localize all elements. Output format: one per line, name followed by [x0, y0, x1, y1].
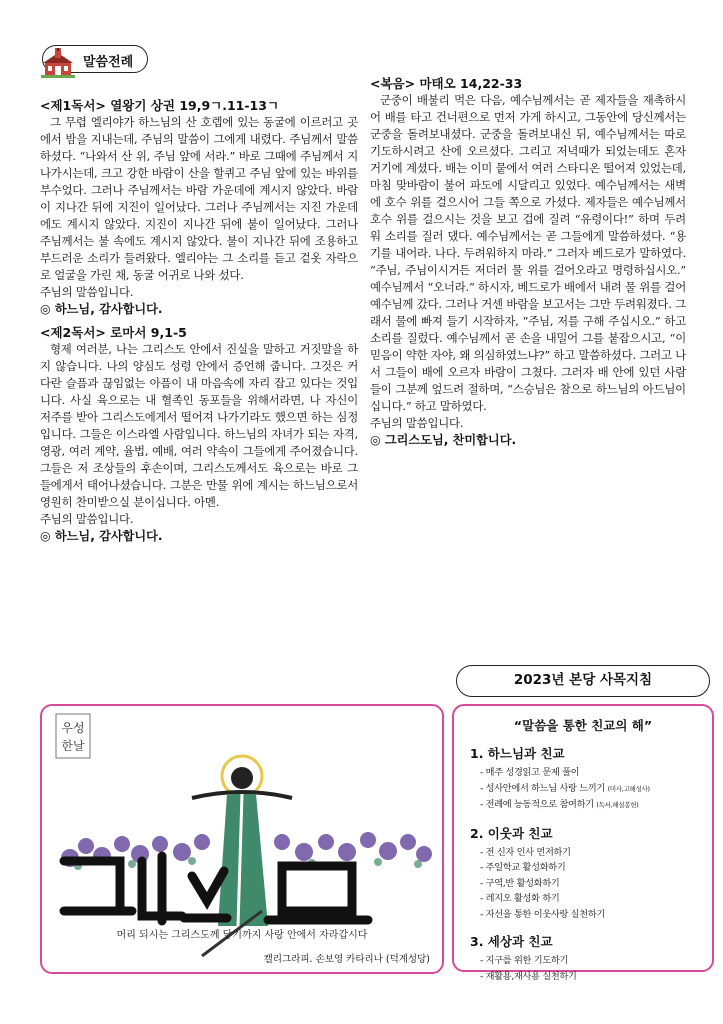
reading1-response: ◎ 하느님, 감사합니다.: [40, 302, 163, 316]
reading1-text: 그 무렵 엘리야가 하느님의 산 호렙에 있는 동굴에 이르러고 곳에서 밤을 지내는데, 주님의 말씀이 그에게 내렸다. 주님께서 말씀하셨다. “나와서 산 위, 주님 앞에 서라.” 바로 그때에 주님께서 지나가시는데, 크고 강한 바람이 산을 할퀴고 주님 앞에 있는 바위를 부수었다. 그러나 주님께서는 바람 가운데에 계시지 않았다. 바람이 지나간 뒤에 지진이 일어났다. 그러나 주님께서는 지진 가운데에도 계시지 않았다. 지진이 지나간 뒤에 불이 일어났다. 그러나 주님께서는 불 속에도 계시지 않았다. 불이 지나간 뒤에 조용하고 부드러운 소리가 들려왔다. 엘리야는 그 소리를 듣고 겉옷 자락으로 얼굴을 가린 채, 동굴 어귀로 나와 섰다.: [40, 115, 358, 282]
reading1-closing: 주님의 말씀입니다.: [40, 285, 134, 299]
guideline-item: - 구역,반 활성화하기: [480, 876, 712, 892]
guidelines-title: 2023년 본당 사목지침: [456, 665, 710, 697]
gospel-closing: 주님의 말씀입니다.: [370, 416, 464, 430]
calligraphy-main-text: 그리스도: [240, 898, 244, 899]
reading2-response: ◎ 하느님, 감사합니다.: [40, 529, 163, 543]
reading2-closing: 주님의 말씀입니다.: [40, 512, 134, 526]
guideline-item: - 레지오 활성화 하기: [480, 891, 712, 907]
guideline-item: - 자선을 통한 이웃사랑 실천하기: [480, 907, 712, 923]
guideline-section: [470, 932, 712, 984]
guideline-item: - 전례에 능동적으로 참여하기 (독서,해설봉헌): [480, 797, 712, 814]
right-column: [370, 71, 686, 455]
guideline-item: - 매주 성경읽고 문제 풀이: [480, 765, 712, 781]
calligraphy-illustration: [42, 706, 442, 972]
gospel-label: <복음>: [370, 76, 416, 91]
calligraphy-artwork: [40, 704, 444, 974]
page-title: 말씀전례: [83, 55, 134, 70]
reading2-heading: [40, 324, 358, 341]
artwork-caption: 캘리그라피. 손보영 카타리나 (덕계성당): [263, 954, 430, 965]
guidelines-box: [452, 704, 714, 982]
seal-text-top: 우성: [61, 721, 85, 735]
guideline-section: [470, 744, 712, 814]
reading1-label: <제1독서>: [40, 98, 106, 113]
guideline-item: - 전 신자 인사 먼저하기: [480, 845, 712, 861]
guideline-item: - 성사안에서 하느님 사랑 느끼기 (미사,고해성사): [480, 781, 712, 798]
calligraphy-sub-text: 머리 되시는 그리스도께 닿기까지 사랑 안에서 자라갑시다: [116, 930, 368, 941]
guideline-section-heading: 1. 하느님과 친교: [470, 746, 565, 761]
gospel-ref: 마태오 14,22-33: [419, 76, 523, 91]
reading2-label: <제2독서>: [40, 325, 106, 340]
guideline-section-heading: 2. 이웃과 친교: [470, 825, 553, 841]
gospel-response: ◎ 그리스도님, 찬미합니다.: [370, 433, 517, 447]
gospel-heading: [370, 75, 686, 92]
guidelines-motto: “말씀을 통한 친교의 해”: [513, 718, 653, 733]
church-icon: [41, 48, 75, 78]
guideline-item: - 지구를 위한 기도하기: [480, 953, 712, 969]
reading1-ref: 열왕기 상권 19,9ㄱ.11-13ㄱ: [110, 98, 280, 113]
left-column: [40, 93, 358, 551]
gospel-text: 군중이 배불리 먹은 다음, 예수님께서는 곧 제자들을 재촉하시어 배를 타고 건너편으로 먼저 가게 하시고, 그동안에 당신께서는 군중을 돌려보내셨다. 군중을 돌려보내신 뒤, 예수님께서는 따로 기도하시려고 산에 오르셨다. 그리고 저녁때가 되었는데도 혼자 거기에 계셨다. 배는 이미 뭍에서 여러 스타디온 떨어져 있었는데, 마침 맞바람이 불어 파도에 시달리고 있었다. 예수님께서는 새벽에 호수 위를 걸으시어 그들 쪽으로 가셨다. 제자들은 예수님께서 호수 위를 걸으시는 것을 보고 겁에 질려 “유령이다!” 하며 두려워 소리를 질러 댔다. 예수님께서는 곧 그들에게 말씀하셨다. “용기를 내어라. 나다. 두려워하지 마라.” 그러자 베드로가 말하였다. “주님, 주님이시거든 저더러 물 위를 걸어오라고 명령하십시오.” 예수님께서 “오너라.” 하시자, 베드로가 배에서 내려 물 위를 걸어 예수님께 갔다. 그러나 거센 바람을 보고서는 그만 두려워졌다. 그래서 물에 빠져 들기 시작하자, “주님, 저를 구해 주십시오.” 하고 소리를 질렀다. 예수님께서 곧 손을 내밀어 그를 붙잡으시고, “이 믿음이 약한 자야, 왜 의심하였느냐?” 하고 말씀하셨다. 그러고 나서 그들이 배에 오르자 바람이 그쳤다. 그러자 배 안에 있던 사람들이 그분께 엎드려 절하며, “스승님은 참으로 하느님의 아드님이십니다.” 하고 말하였다.: [370, 93, 686, 413]
guideline-item: - 주일학교 활성화하기: [480, 860, 712, 876]
guideline-section: [470, 824, 712, 923]
section-title-tab: [42, 45, 148, 73]
reading1-heading: [40, 97, 358, 114]
seal-text-bottom: 한날: [61, 739, 85, 753]
reading2-text: 형제 여러분, 나는 그리스도 안에서 진실을 말하고 거짓말을 하지 않습니다. 나의 양심도 성령 안에서 증언해 줍니다. 그것은 커다란 슬픔과 끊임없는 아픔이 내 마음속에 자리 잡고 있다는 것입니다. 사실 육으로는 내 혈족인 동포들을 위해서라면, 나 자신이 저주를 받아 그리스도에게서 떨어져 나가기라도 했으면 하는 심정입니다. 그들은 이스라엘 사람입니다. 하느님의 자녀가 되는 자격, 영광, 여러 계약, 율법, 예배, 여러 약속이 그들에게 주어졌습니다. 그들은 저 조상들의 후손이며, 그리스도께서도 육으로는 바로 그들에게서 태어나셨습니다. 그분은 만물 위에 계시는 하느님으로서 영원히 찬미받으실 분이십니다. 아멘.: [40, 342, 358, 509]
guideline-item: - 재활용,재사용 실천하기: [480, 969, 712, 985]
guideline-section-heading: 3. 세상과 친교: [470, 934, 553, 949]
reading2-ref: 로마서 9,1-5: [110, 325, 187, 340]
